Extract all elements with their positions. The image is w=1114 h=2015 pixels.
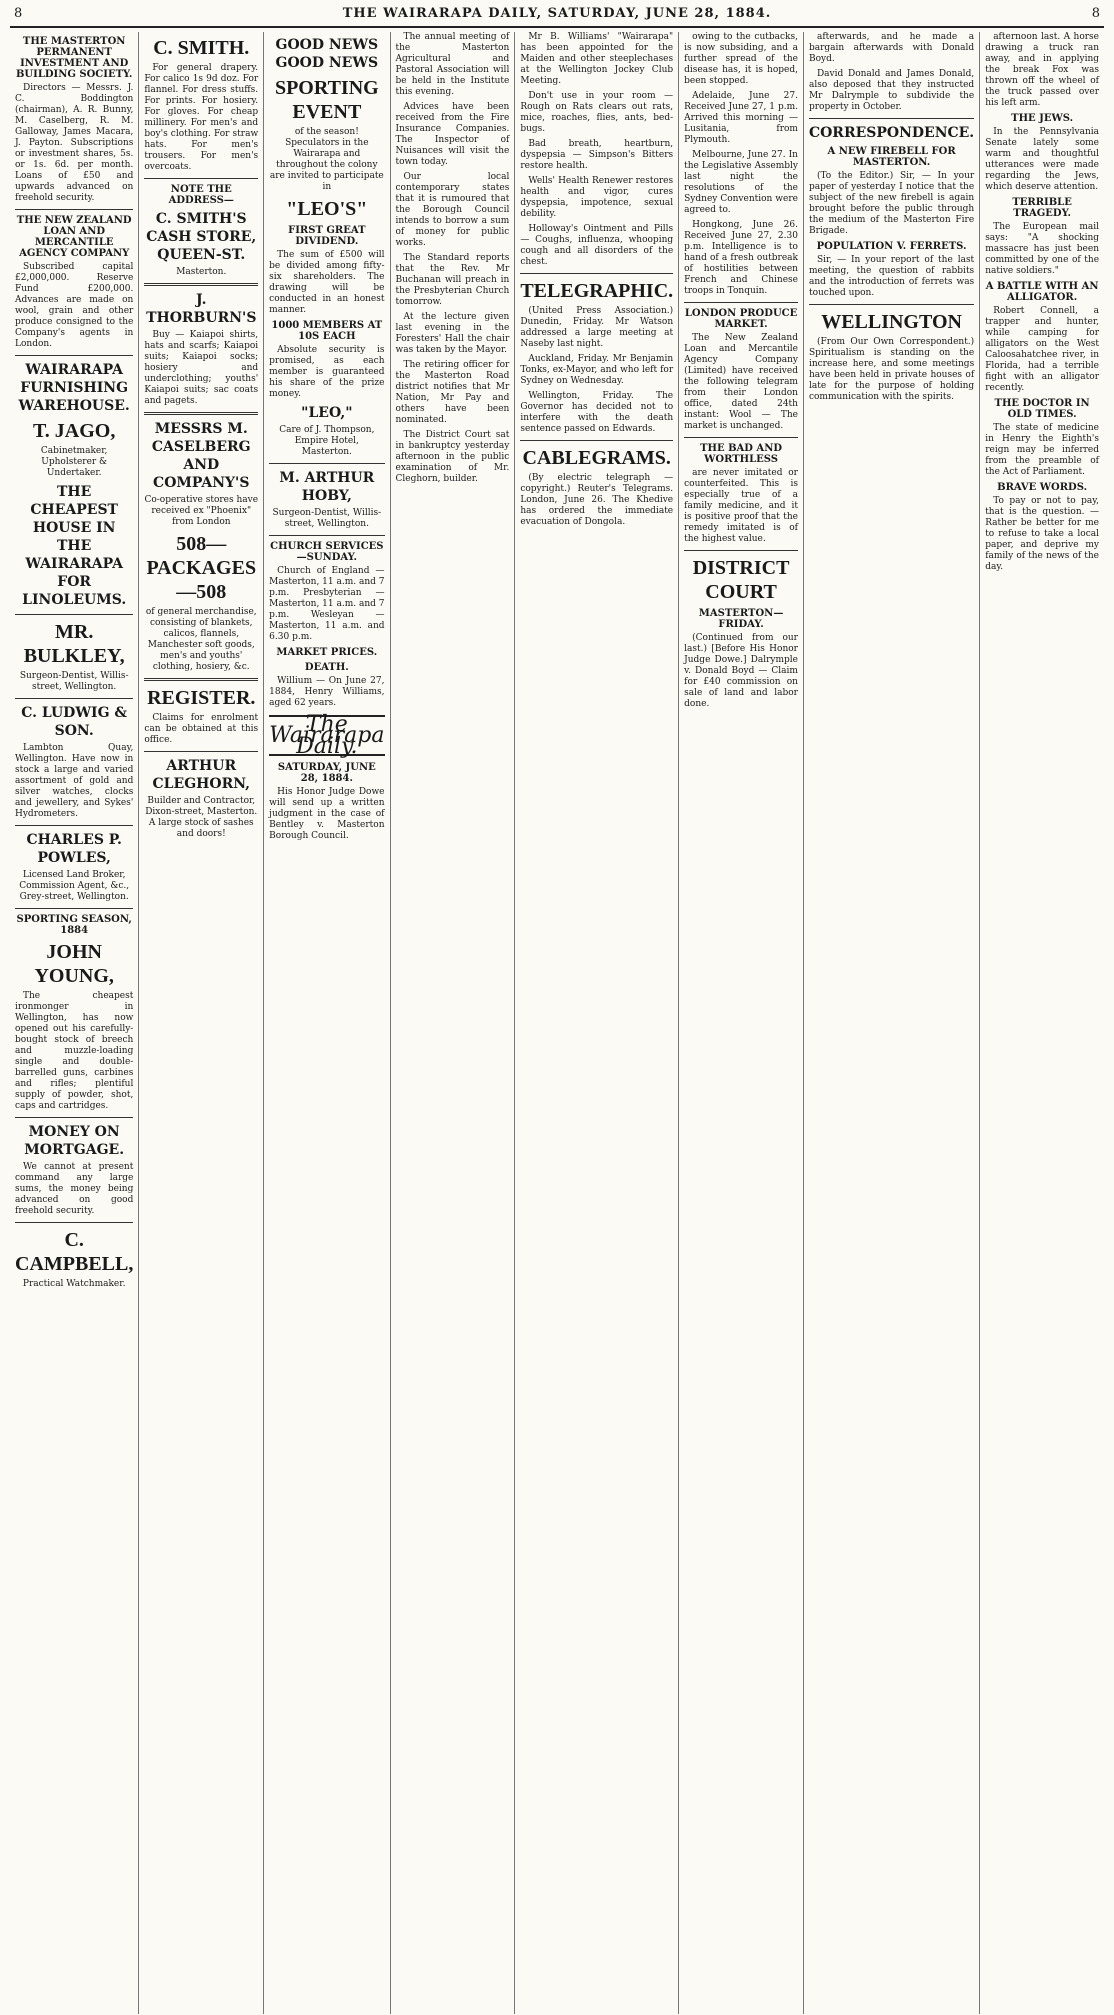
paragraph: Subscribed capital £2,000,000. Reserve Fund £200,000. Advances are made on wool, grain and other produce consigned to the Company's agents in London. [15, 262, 134, 349]
divider [15, 825, 133, 826]
paragraph: The sum of £500 will be divided among fifty-six shareholders. The drawing will be conducted in an honest manner. [269, 250, 385, 315]
heading-sporting-event: SPORTING EVENT [274, 77, 379, 123]
paragraph: afternoon last. A horse drawing a truck ran away, and in applying the break Fox was thrown off the wheel of the truck passed over his left arm. [985, 32, 1100, 108]
heading-jago: T. JAGO, [32, 420, 116, 442]
paragraph: The New Zealand Loan and Mercantile Agency Company (Limited) have received the following telegram from their London office, dated 24th instant: Wool — The market is unchanged. [684, 333, 798, 431]
paragraph: Buy — Kaiapoi shirts, hats and scarfs; Kaiapoi suits; Kaiapoi socks; hosiery and underclothing; youths' Kaiapoi suits; sac coats and pagets. [144, 330, 259, 406]
heading-telegraphic: TELEGRAPHIC. [520, 280, 674, 302]
divider [144, 678, 258, 681]
paragraph: Directors — Messrs. J. C. Boddington (chairman), A. R. Bunny, M. Caselberg, R. M. Galloway, James Macara, J. Payton. Subscriptions or investment shares, 5s. or 1s. 6d. per month. Loans of £50 and upwards advanced on freehold security. [15, 83, 134, 203]
divider [144, 751, 258, 752]
divider [520, 273, 673, 274]
paragraph: Lambton Quay, Wellington. Have now in stock a large and varied assortment of gold and silver watches, clocks and jewellery, and Sykes' Hydrometers. [15, 743, 134, 819]
paragraph: (To the Editor.) Sir, — In your paper of yesterday I notice that the subject of the new firebell is again brought before the public through the medium of the Masterton Fire Brigade. [808, 171, 975, 236]
heading-court-date: MASTERTON—FRIDAY. [698, 608, 784, 630]
divider [684, 550, 798, 551]
divider [684, 437, 798, 438]
heading-death: DEATH. [304, 662, 349, 673]
heading-london-produce: LONDON PRODUCE MARKET. [684, 308, 798, 330]
heading-note-address: NOTE THE ADDRESS— [168, 184, 234, 206]
column-5 [515, 32, 679, 2014]
column-7 [804, 32, 980, 2014]
divider [684, 302, 798, 303]
heading-first-dividend: FIRST GREAT DIVIDEND. [288, 225, 366, 247]
heading-market-prices: MARKET PRICES. [276, 647, 378, 658]
column-1 [10, 32, 139, 2014]
divider [520, 440, 673, 441]
heading-date: SATURDAY, JUNE 28, 1884. [277, 762, 376, 784]
heading-linoleums: THE CHEAPEST HOUSE IN THE WAIRARAPA FOR LINOLEUMS. [22, 484, 127, 608]
columns [10, 32, 1104, 2014]
paragraph: (Continued from our last.) [Before His Honor Judge Dowe.] Dalrymple v. Donald Boyd — Claim for £40 commission on sale of land and labor done. [684, 633, 798, 709]
heading-loan-agency: THE NEW ZEALAND LOAN AND MERCANTILE AGENCY COMPANY [16, 215, 132, 259]
page-number-right: 8 [1091, 5, 1100, 21]
heading-cablegrams: CABLEGRAMS. [522, 447, 671, 469]
paragraph: (United Press Association.) Dunedin, Friday. Mr Watson addressed a large meeting at Naseby last night. [520, 306, 674, 349]
divider [144, 178, 258, 179]
paragraph: Cabinetmaker, Upholsterer & Undertaker. [40, 446, 108, 478]
heading-brave-words: BRAVE WORDS. [997, 482, 1088, 493]
paragraph: (By electric telegraph — copyright.) Reuter's Telegrams. London, June 26. The Khedive has ordered the immediate evacuation of Dongola. [520, 473, 674, 527]
paragraph: The District Court sat in bankruptcy yesterday afternoon in the public examination of Mr. Cleghorn, builder. [395, 430, 510, 484]
paragraph: Wellington, Friday. The Governor has decided not to interfere with the death sentence passed on Edwards. [520, 391, 674, 434]
heading-campbell: C. CAMPBELL, [15, 1229, 134, 1275]
paragraph: Church of England — Masterton, 11 a.m. and 7 p.m. Presbyterian — Masterton, 11 a.m. and 7 p.m. Wesleyan — Masterton, 11 a.m. and 6.30 p.m. [269, 566, 385, 642]
paragraph: The cheapest ironmonger in Wellington, has now opened out his carefully-bought stock of breech and muzzle-loading single and double-barrelled guns, carbines and rifles; plentiful supply of powder, shot, caps and cartridges. [15, 991, 134, 1111]
paragraph: Robert Connell, a trapper and hunter, while camping for alligators on the West Caloosahatchee river, in Florida, had a terrible fight with an alligator recently. [985, 306, 1100, 393]
paragraph: The state of medicine in Henry the Eighth's reign may be inferred from the preamble of the Act of Parliament. [985, 423, 1100, 477]
heading-church-services: CHURCH SERVICES—SUNDAY. [270, 541, 384, 563]
heading-register: REGISTER. [147, 687, 256, 709]
heading-furnishing: WAIRARAPA FURNISHING WAREHOUSE. [18, 362, 130, 414]
heading-firebell: A NEW FIREBELL FOR MASTERTON. [827, 146, 956, 168]
heading-district-court: DISTRICT COURT [692, 557, 790, 603]
column-4 [391, 32, 516, 2014]
heading-terrible-tragedy: TERRIBLE TRAGEDY. [1012, 197, 1072, 219]
paragraph: owing to the cutbacks, is now subsiding, and a further spread of the disease has, it is hoped, been stopped. [684, 32, 798, 86]
heading-bulkley: MR. BULKLEY, [23, 621, 125, 667]
paragraph: To pay or not to pay, that is the question. — Rather be better for me to refuse to take a local paper, and deprive my family of the news of the day. [985, 496, 1100, 572]
heading-ludwig: C. LUDWIG & SON. [21, 705, 128, 739]
heading-packages: 508—PACKAGES—508 [146, 533, 257, 603]
paragraph: We cannot at present command any large sums, the money being advanced on good freehold security. [15, 1162, 134, 1216]
heading-c-smith: C. SMITH. [153, 37, 250, 59]
column-8 [980, 32, 1104, 2014]
heading-thorburn: J. THORBURN'S [146, 292, 257, 326]
divider [15, 614, 133, 615]
paragraph: The retiring officer for the Masterton Road district notifies that Mr Nation, Mr Pay and others have been nominated. [395, 360, 510, 425]
page-number-left: 8 [14, 5, 23, 21]
paragraph: Advices have been received from the Fire Insurance Companies. The Inspector of Nuisances will visit the town today. [395, 102, 510, 167]
masthead [10, 0, 1104, 28]
divider [15, 1222, 133, 1223]
masthead-title: THE WAIRARAPA DAILY, SATURDAY, JUNE 28, 1884. [342, 5, 772, 21]
heading-doctor: THE DOCTOR IN OLD TIMES. [994, 398, 1090, 420]
heading-john-young: JOHN YOUNG, [34, 941, 114, 987]
heading-leo-address: "LEO," [301, 405, 353, 421]
paragraph: (From Our Own Correspondent.) Spiritualism is standing on the increase here, and some meetings have been held in private houses of late for the purpose of holding communication with the spirits. [808, 337, 975, 402]
paragraph: Absolute security is promised, as each member is guaranteed his share of the prize money. [269, 345, 385, 399]
heading-cash-store: C. SMITH'S CASH STORE, QUEEN-ST. [146, 211, 257, 263]
paragraph: Practical Watchmaker. [22, 1279, 126, 1289]
heading-sporting-season: SPORTING SEASON, 1884 [16, 914, 132, 936]
paragraph: Melbourne, June 27. In the Legislative Assembly last night the resolutions of the Sydney Convention were agreed to. [684, 150, 798, 215]
paragraph: Hongkong, June 26. Received June 27, 2.30 p.m. Intelligence is to hand of a fresh outbreak of hostilities between French and Chinese troops in Tonquin. [684, 220, 798, 296]
heading-bad-worthless: THE BAD AND WORTHLESS [700, 443, 783, 465]
heading-members: 1000 MEMBERS AT 10S EACH [271, 320, 383, 342]
paragraph: His Honor Judge Dowe will send up a written judgment in the case of Bentley v. Masterton Borough Council. [269, 787, 385, 841]
divider [144, 412, 258, 415]
paragraph: Holloway's Ointment and Pills — Coughs, influenza, whooping cough and all disorders of the chest. [520, 224, 674, 267]
paragraph: afterwards, and he made a bargain afterwards with Donald Boyd. [808, 32, 975, 64]
paragraph: For general drapery. For calico 1s 9d doz. For flannel. For dress stuffs. For prints. For hosiery. For gloves. For cheap millinery. For men's and boy's clothing. For straw hats. For men's trousers. For men's overcoats. [144, 63, 259, 172]
paragraph: Masterton. [176, 267, 227, 277]
paragraph: Auckland, Friday. Mr Benjamin Tonks, ex-Mayor, and who left for Sydney on Wednesday. [520, 354, 674, 386]
paragraph: The annual meeting of the Masterton Agricultural and Pastoral Association will be held in the Institute this evening. [395, 32, 510, 97]
heading-leos: "LEO'S" [286, 198, 368, 220]
paragraph: Bad breath, heartburn, dyspepsia — Simpson's Bitters restore health. [520, 139, 674, 171]
heading-caselberg: MESSRS M. CASELBERG AND COMPANY'S [151, 421, 251, 491]
paragraph: Our local contemporary states that it is rumoured that the Borough Council intends to borrow a sum of money for public works. [395, 172, 510, 248]
paragraph: of the season! Speculators in the Wairarapa and throughout the colony are invited to participate in [269, 127, 384, 192]
heading-powles: CHARLES P. POWLES, [26, 832, 122, 866]
divider [15, 355, 133, 356]
paragraph: Care of J. Thompson, Empire Hotel, Masterton. [279, 425, 375, 457]
heading-cleghorn: ARTHUR CLEGHORN, [152, 758, 250, 792]
heading-money-on-mortgage: MONEY ON MORTGAGE. [24, 1124, 125, 1158]
divider [144, 283, 258, 286]
divider [15, 209, 133, 210]
divider [15, 1117, 133, 1118]
divider [809, 118, 974, 119]
divider [15, 908, 133, 909]
paper-logo: The Wairarapa Daily. [269, 712, 385, 759]
paragraph: are never imitated or counterfeited. This is especially true of a family medicine, and it is positive proof that the remedy imitated is of the highest value. [684, 468, 798, 544]
column-6 [679, 32, 804, 2014]
paragraph: Sir, — In your report of the last meeting, the question of rabbits and the introduction of ferrets was touched upon. [808, 255, 975, 298]
heading-correspondence: CORRESPONDENCE. [808, 125, 975, 141]
heading-building-society: THE MASTERTON PERMANENT INVESTMENT AND BUILDING SOCIETY. [15, 36, 133, 80]
divider [269, 535, 384, 536]
column-2 [139, 32, 264, 2014]
paragraph: David Donald and James Donald, also deposed that they instructed Mr Dalrymple to subdivide the property in October. [808, 69, 975, 112]
heading-alligator: A BATTLE WITH AN ALLIGATOR. [985, 281, 1099, 303]
paragraph: Co-operative stores have received ex "Phoenix" from London [144, 495, 259, 527]
heading-hoby: M. ARTHUR HOBY, [279, 470, 375, 504]
paragraph: The Standard reports that the Rev. Mr Buchanan will preach in the Presbyterian Church tomorrow. [395, 253, 510, 307]
paragraph: The European mail says: "A shocking massacre has just been committed by one of the native soldiers." [985, 222, 1100, 276]
heading-population-ferrets: POPULATION V. FERRETS. [816, 241, 967, 252]
paragraph: Licensed Land Broker, Commission Agent, &c., Grey-street, Wellington. [19, 870, 130, 902]
divider [15, 698, 133, 699]
paragraph: Wells' Health Renewer restores health and vigor, cures dyspepsia, impotence, sexual debility. [520, 176, 674, 219]
paragraph: Surgeon-Dentist, Willis-street, Wellington. [272, 508, 382, 529]
paragraph: At the lecture given last evening in the Foresters' Hall the chair was taken by the Mayor. [395, 312, 510, 355]
paragraph: Surgeon-Dentist, Willis-street, Wellington. [19, 671, 129, 692]
paragraph: Builder and Contractor, Dixon-street, Masterton. A large stock of sashes and doors! [145, 796, 258, 839]
paragraph: In the Pennsylvania Senate lately some warm and thoughtful utterances were made regarding the Jews, which deserve attention. [985, 127, 1100, 192]
column-3 [264, 32, 390, 2014]
divider [809, 304, 974, 305]
heading-good-news: GOOD NEWS GOOD NEWS [275, 37, 379, 71]
divider [269, 463, 384, 464]
paragraph: of general merchandise, consisting of blankets, calicos, flannels, Manchester soft goods, men's and youths' clothing, hosiery, &c. [145, 607, 257, 672]
paragraph: Adelaide, June 27. Received June 27, 1 p.m. Arrived this morning — Lusitania, from Plymouth. [684, 91, 798, 145]
heading-the-jews: THE JEWS. [1011, 113, 1074, 124]
paragraph: Claims for enrolment can be obtained at this office. [144, 713, 259, 745]
paragraph: Mr B. Williams' "Wairarapa" has been appointed for the Maiden and other steeplechases at the Wellington Jockey Club Meeting. [520, 32, 674, 86]
paragraph: Willium — On June 27, 1884, Henry Williams, aged 62 years. [269, 676, 385, 708]
paragraph: Don't use in your room — Rough on Rats clears out rats, mice, roaches, flies, ants, bed-bugs. [520, 91, 674, 134]
heading-wellington: WELLINGTON [821, 311, 962, 333]
